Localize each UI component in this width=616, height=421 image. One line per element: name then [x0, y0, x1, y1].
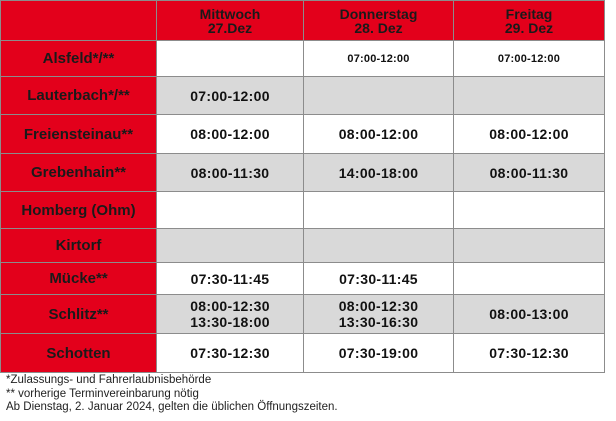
hours-cell: [454, 263, 605, 295]
time-range: 07:00-12:00: [190, 87, 270, 104]
footnotes: [6, 374, 338, 415]
hours-cell: [304, 334, 454, 373]
hours-cell: [454, 295, 605, 334]
header-day-date: 29. Dez: [504, 19, 554, 36]
hours-cell: [454, 154, 605, 192]
time-range: 07:00-12:00: [497, 52, 561, 65]
hours-cell: [454, 229, 605, 263]
hours-cell: [454, 77, 605, 115]
time-range: 07:00-12:00: [347, 52, 410, 65]
hours-cell: [157, 334, 304, 373]
header-day-1: [157, 1, 304, 41]
time-range: 07:30-12:30: [489, 345, 569, 361]
time-range: 13:30-16:30: [338, 314, 419, 330]
hours-cell: [454, 115, 605, 154]
hours-cell: [304, 192, 454, 229]
location-name: Lauterbach*/**: [1, 77, 157, 115]
hours-cell: [454, 334, 605, 373]
hours-cell: [157, 115, 304, 154]
footnote-authority: *Zulassungs- und Fahrerlaubnisbehörde: [6, 374, 212, 386]
table-row: [1, 295, 605, 334]
header-day-name: Donnerstag: [339, 5, 418, 22]
header-day-date: 28. Dez: [354, 19, 403, 36]
location-name: Alsfeld*/**: [1, 41, 157, 77]
time-range: 13:30-18:00: [190, 314, 270, 330]
time-range: 08:00-11:30: [190, 164, 270, 181]
table-row: [1, 192, 605, 229]
hours-cell: [157, 41, 304, 77]
time-range: 07:30-11:45: [190, 270, 270, 287]
hours-cell: [304, 154, 454, 192]
hours-cell: [157, 229, 304, 263]
table-row: [1, 263, 605, 295]
hours-cell: [157, 154, 304, 192]
hours-cell: [157, 192, 304, 229]
location-name: Kirtorf: [1, 229, 157, 263]
header-day-name: Freitag: [505, 5, 553, 22]
time-range: 08:00-12:00: [338, 126, 419, 142]
time-range: 14:00-18:00: [338, 164, 419, 181]
location-name: Schlitz**: [1, 295, 157, 334]
hours-cell: [454, 192, 605, 229]
time-range: 08:00-12:30: [190, 298, 270, 314]
time-range: 08:00-11:30: [489, 164, 569, 181]
header-row: [1, 1, 605, 41]
hours-cell: [304, 229, 454, 263]
hours-cell: [454, 41, 605, 77]
time-range: 08:00-12:30: [338, 298, 419, 314]
location-name: Homberg (Ohm): [1, 192, 157, 229]
header-day-date: 27.Dez: [207, 19, 253, 36]
table-row: [1, 41, 605, 77]
table-row: [1, 115, 605, 154]
hours-cell: [304, 77, 454, 115]
table-row: [1, 154, 605, 192]
table-row: [1, 229, 605, 263]
header-day-name: Mittwoch: [199, 5, 261, 22]
table-row: [1, 334, 605, 373]
footnote-appointment: ** vorherige Terminvereinbarung nötig: [6, 387, 199, 400]
location-name: Freiensteinau**: [1, 115, 157, 154]
time-range: 07:30-12:30: [190, 345, 270, 361]
time-range: 08:00-12:00: [190, 126, 270, 142]
location-name: Mücke**: [1, 263, 157, 295]
hours-cell: [157, 77, 304, 115]
time-range: 07:30-11:45: [339, 270, 418, 287]
location-name: Grebenhain**: [1, 154, 157, 192]
time-range: 08:00-13:00: [489, 306, 569, 322]
location-name: Schotten: [1, 334, 157, 373]
hours-cell: [304, 263, 454, 295]
hours-cell: [304, 41, 454, 77]
hours-cell: [304, 115, 454, 154]
table-row: [1, 77, 605, 115]
hours-cell: [304, 295, 454, 334]
hours-cell: [157, 295, 304, 334]
header-corner: [1, 1, 157, 41]
header-day-3: [454, 1, 605, 41]
footnote-regular-hours: Ab Dienstag, 2. Januar 2024, gelten die üblichen Öffnungszeiten.: [6, 401, 338, 413]
time-range: 07:30-19:00: [338, 345, 419, 361]
time-range: 08:00-12:00: [489, 126, 569, 142]
header-day-2: [304, 1, 454, 41]
hours-cell: [157, 263, 304, 295]
